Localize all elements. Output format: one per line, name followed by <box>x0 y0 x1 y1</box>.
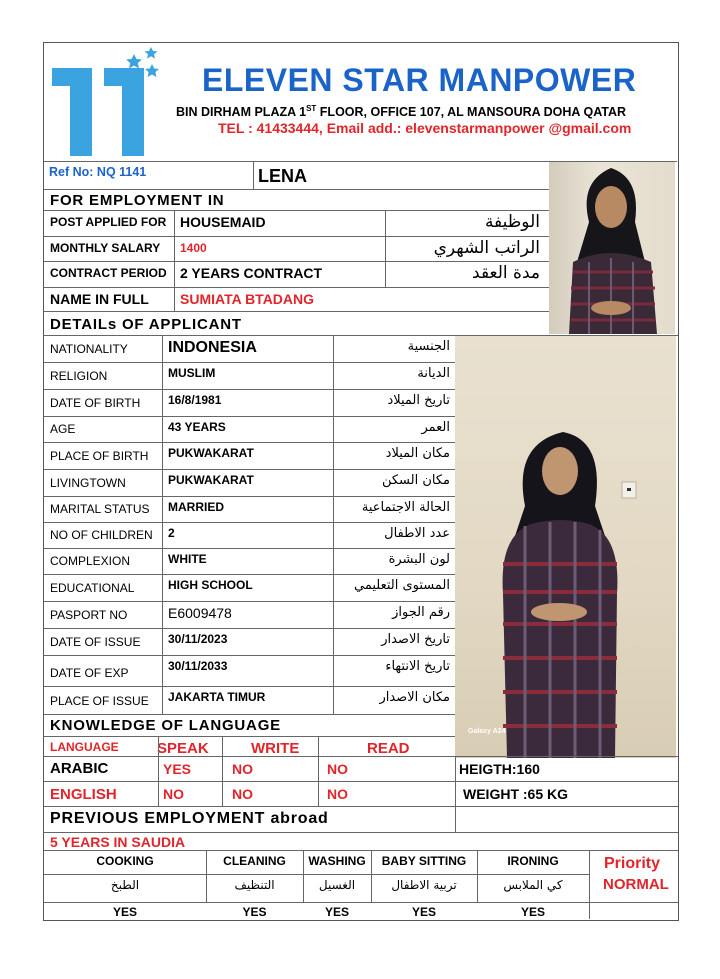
detail-arabic-label: العمر <box>421 420 450 435</box>
lang-arabic-write: NO <box>232 761 253 777</box>
detail-value: HIGH SCHOOL <box>168 578 253 592</box>
skill-arabic-label: الطبخ <box>110 878 140 892</box>
employment-value: HOUSEMAID <box>180 214 266 230</box>
detail-arabic-label: المستوى التعليمي <box>354 578 450 593</box>
employment-label: CONTRACT PERIOD <box>50 266 167 280</box>
detail-arabic-label: الحالة الاجتماعية <box>361 500 450 515</box>
detail-arabic-label: لون البشرة <box>388 552 450 567</box>
employment-arabic-label: مدة العقد <box>472 263 540 283</box>
lang-row-arabic: ARABIC <box>50 760 109 777</box>
lang-arabic-speak: YES <box>163 761 192 777</box>
priority-label: Priority <box>604 855 661 872</box>
photo-watermark: Galaxy A24 <box>468 728 506 735</box>
skill-header: CLEANING <box>223 854 286 868</box>
skill-value: YES <box>324 905 349 919</box>
applicant-photo-full <box>455 336 676 758</box>
detail-label: PASPORT NO <box>50 608 128 622</box>
detail-value: PUKWAKARAT <box>168 446 254 460</box>
ref-number: Ref No: NQ 1141 <box>49 165 147 179</box>
skill-header: IRONING <box>507 854 559 868</box>
candidate-short-name: LENA <box>258 166 307 186</box>
weight-value: WEIGHT :65 KG <box>463 786 569 802</box>
detail-arabic-label: تاريخ الميلاد <box>387 393 450 408</box>
detail-label: MARITAL STATUS <box>50 502 150 516</box>
skill-header: WASHING <box>308 854 366 868</box>
priority-value: NORMAL <box>603 876 669 893</box>
detail-value: 16/8/1981 <box>168 393 222 407</box>
company-address: BIN DIRHAM PLAZA 1ST FLOOR, OFFICE 107, AL MANSOURA DOHA QATAR <box>176 104 627 120</box>
detail-arabic-label: الجنسية <box>407 339 450 354</box>
name-in-full-value: SUMIATA BTADANG <box>180 291 315 307</box>
lang-english-read: NO <box>327 786 348 802</box>
detail-label: LIVINGTOWN <box>50 476 126 490</box>
detail-arabic-label: الديانة <box>417 366 450 381</box>
detail-arabic-label: تاريخ الانتهاء <box>385 659 450 674</box>
section-language: KNOWLEDGE OF LANGUAGE <box>50 717 281 734</box>
detail-arabic-label: مكان السكن <box>381 473 450 488</box>
detail-value: E6009478 <box>168 605 232 621</box>
detail-value: INDONESIA <box>168 339 257 356</box>
detail-value: JAKARTA TIMUR <box>168 690 266 704</box>
name-in-full-label: NAME IN FULL <box>50 291 149 307</box>
detail-label: DATE OF BIRTH <box>50 396 141 410</box>
detail-arabic-label: تاريخ الاصدار <box>381 632 450 647</box>
employment-label: MONTHLY SALARY <box>50 241 161 255</box>
detail-arabic-label: رقم الجواز <box>392 605 450 620</box>
section-employment: FOR EMPLOYMENT IN <box>50 192 225 209</box>
lang-english-speak: NO <box>163 786 184 802</box>
detail-label: NATIONALITY <box>50 342 128 356</box>
detail-value: MUSLIM <box>168 366 216 380</box>
detail-value: 30/11/2023 <box>168 632 228 646</box>
detail-value: 30/11/2033 <box>168 659 228 673</box>
detail-value: MARRIED <box>168 500 224 514</box>
employment-label: POST APPLIED FOR <box>50 215 167 229</box>
skill-header: BABY SITTING <box>381 854 467 868</box>
applicant-photo-portrait <box>549 162 675 334</box>
skill-header: COOKING <box>96 854 154 868</box>
section-previous: PREVIOUS EMPLOYMENT abroad <box>50 810 329 827</box>
detail-value: WHITE <box>168 552 207 566</box>
detail-label: PLACE OF ISSUE <box>50 694 149 708</box>
detail-arabic-label: عدد الاطفال <box>384 526 450 541</box>
skill-arabic-label: كي الملابس <box>503 878 563 892</box>
lang-header-speak: SPEAK <box>157 740 209 757</box>
lang-arabic-read: NO <box>327 761 348 777</box>
lang-english-write: NO <box>232 786 253 802</box>
section-details: DETAILs OF APPLICANT <box>50 316 242 333</box>
lang-header-write: WRITE <box>251 740 300 757</box>
skill-value: YES <box>242 905 267 919</box>
detail-label: DATE OF ISSUE <box>50 635 141 649</box>
detail-arabic-label: مكان الاصدار <box>379 690 450 705</box>
skill-arabic-label: الغسيل <box>318 878 356 892</box>
skill-value: YES <box>411 905 436 919</box>
detail-value: 2 <box>168 526 175 540</box>
detail-arabic-label: مكان الميلاد <box>385 446 450 461</box>
employment-value: 1400 <box>180 241 207 255</box>
lang-row-english: ENGLISH <box>50 786 117 803</box>
skill-value: YES <box>112 905 137 919</box>
detail-label: NO OF CHILDREN <box>50 528 153 542</box>
lang-header-read: READ <box>367 740 410 757</box>
detail-label: COMPLEXION <box>50 554 131 568</box>
detail-label: PLACE OF BIRTH <box>50 449 149 463</box>
company-name: ELEVEN STAR MANPOWER <box>202 62 637 98</box>
detail-label: AGE <box>50 422 76 436</box>
employment-arabic-label: الوظيفة <box>484 212 540 232</box>
employment-arabic-label: الراتب الشهري <box>433 238 540 258</box>
skill-arabic-label: تربية الاطفال <box>391 878 457 892</box>
lang-header-language: LANGUAGE <box>50 740 119 754</box>
detail-label: EDUCATIONAL <box>50 581 135 595</box>
detail-label: RELIGION <box>50 369 108 383</box>
detail-value: 43 YEARS <box>168 420 226 434</box>
experience-text: 5 YEARS IN SAUDIA <box>50 834 186 850</box>
company-contact: TEL : 41433444, Email add.: elevenstarmanpower @gmail.com <box>218 120 632 136</box>
height-value: HEIGTH:160 <box>459 761 540 777</box>
skill-value: YES <box>520 905 545 919</box>
detail-label: DATE OF EXP <box>50 666 129 680</box>
employment-value: 2 YEARS CONTRACT <box>180 265 323 281</box>
skill-arabic-label: التنظيف <box>234 878 275 892</box>
company-logo <box>48 46 163 158</box>
detail-value: PUKWAKARAT <box>168 473 254 487</box>
